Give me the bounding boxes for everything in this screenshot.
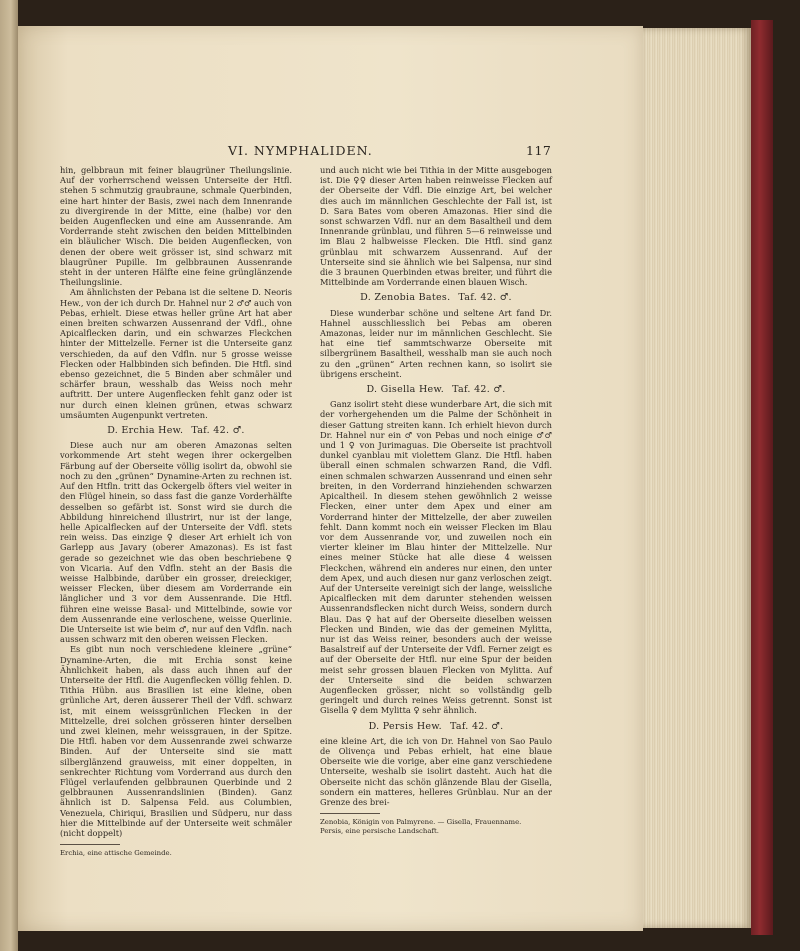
species-name: D. Gisella Hew. [366,384,445,396]
footnote: Zenobia, Königin von Palmyrene. — Gisella, Frauenname. [320,818,522,827]
previous-page-edge [0,0,18,951]
book-cover-edge [751,20,773,935]
plate-reference: Taf. 42. ♂. [449,720,504,732]
species-heading [320,385,552,395]
paragraph: hin, gelbbraun mit feiner blaugrüner Theilungslinie. Auf der vorherrschend weissen Unterseite der Htfl. stehen 5 schmutzig graubraune, schmale Querbinden, eine hart hinter der Basis, zwei nach dem Innenrande zu divergirende in der Mitte, eine (halbe) vor den beiden Augenflecken und eine am Aussenrande. Am Vorderrande steht zwischen den beiden Mittelbinden ein bläulicher Wisch. Die beiden Augenflecken, von denen der obere weit grösser ist, sind schwarz mit blaugrüner Pupille. Im gelbbraunen Aussenrande steht in der unteren Hälfte eine feine grünglänzende Theilungslinie. [60,165,292,288]
species-name: D. Erchia Hew. [107,425,184,437]
paragraph: Diese wunderbar schöne und seltene Art fand Dr. Hahnel ausschliesslich bei Pebas am oberen Amazonas, leider nur im männlichen Geschlecht. Sie hat eine tief sammtschwarze Oberseite mit silbergrünem Basaltheil, wesshalb man sie auch noch zu den „grünen“ Arten rechnen kann, so isolirt sie übrigens erscheint. [320,307,552,379]
right-column [320,165,552,835]
footnote: Persis, eine persische Landschaft. [320,826,439,835]
paragraph: Am ähnlichsten der Pebana ist die seltene D. Neoris Hew., von der ich durch Dr. Hahnel nur 2 ♂♂ auch von Pebas, erhielt. Diese etwas heller grüne Art hat aber einen breiten schwarzen Aussenrand der Vdfl., ohne Apicalflecken darin, und ein schwarzes Fleckchen hinter der Mittelzelle. Ferner ist die Unterseite ganz verschieden, da auf den Vdfln. nur 5 grosse weisse Flecken oder Halbbinden sich befinden. Die Htfl. sind ebenso gezeichnet, die 5 Binden aber schmäler und schärfer braun, wesshalb das Weiss noch mehr auftritt. Der untere Augenflecken fehlt ganz oder ist nur durch einen kleinen grünen, etwas schwarz umsäumten Augenpunkt vertreten. [60,287,292,420]
species-heading [60,426,292,436]
species-name: D. Persis Hew. [368,720,442,732]
paragraph: Ganz isolirt steht diese wunderbare Art, die sich mit der vorhergehenden um die Palme der Schönheit in dieser Gattung streiten kann. Ich erhielt hievon durch Dr. Hahnel nur ein ♂ von Pebas und noch einige ♂♂ und 1 ♀ von Jurimaguas. Die Oberseite ist prachtvoll dunkel cyanblau mit violettem Glanz. Die Htfl. haben überall einen schmalen schwarzen Rand, die Vdfl. einen schmalen schwarzen Aussenrand und einen sehr breiten, in den Vorderrand hinziehenden schwarzen Apicaltheil. In diesem stehen gewöhnlich 2 weisse Flecken, einer unter dem Apex und einer am Vorderrand hinter der Mittelzelle, der aber zuweilen fehlt. Dann kommt noch ein weisser Flecken im Blau vor dem Aussenrande vor, und zuweilen noch ein vierter kleiner im Blau hinter der Mittelzelle. Nur eines meiner Stücke hat alle diese 4 weissen Fleckchen, während ein anderes nur einen, den unter dem Apex, und auch diesen nur ganz verloschen zeigt. Auf der Unterseite vereinigt sich der lange, weissliche Apicalflecken mit dem darunter stehenden weissen Aussenrandsflecken nicht durch Weiss, sondern durch Blau. Das ♀ hat auf der Oberseite dieselben weissen Flecken und Binden, wie das der gemeinen Mylitta, nur ist das Weiss reiner, besonders auch der weisse Basalstreif auf der Unterseite der Vdfl. Ferner zeigt es auf der Oberseite der Htfl. nur eine Spur der beiden meist sehr grossen blauen Flecken von Mylitta. Auf der Unterseite sind die beiden schwarzen Augenflecken grösser, nicht so vollständig gelb geringelt und durch reines Weiss getrennt. Sonst ist Gisella ♀ dem Mylitta ♀ sehr ähnlich. [320,399,552,716]
plate-reference: Taf. 42. ♂. [191,425,245,437]
plate-reference: Taf. 42. ♂. [452,384,506,396]
footnote-rule [60,844,120,845]
paragraph: und auch nicht wie bei Tithia in der Mitte ausgebogen ist. Die ♀♀ dieser Arten haben reinweisse Flecken auf der Oberseite der Vdfl. Die einzige Art, bei welcher dies auch im männlichen Geschlechte der Fall ist, ist D. Sara Bates vom oberen Amazonas. Hier sind die sonst schwarzen Vdfl. nur an dem Basaltheil und dem Innenrande grünblau, und führen 5—6 reinweisse und im Blau 2 halbweisse Flecken. Die Htfl. sind ganz grünblau mit schwarzem Aussenrand. Auf der Unterseite sind sie ähnlich wie bei Salpensa, nur sind die 3 braunen Querbinden etwas breiter, und führt die Mittelbinde am Vorderrande einen blauen Wisch. [320,165,552,288]
plate-reference: Taf. 42. ♂. [458,292,512,304]
footnote-rule [320,813,380,814]
paragraph: Diese auch nur am oberen Amazonas selten vorkommende Art steht wegen ihrer ockergelben Färbung auf der Oberseite völlig isolirt da, obwohl sie noch zu den „grünen“ Dynamine-Arten zu rechnen ist. Auf den Htfln. tritt das Ockergelb öfters viel weiter in den Flügel hinein, so dass fast die ganze Vorderhälfte desselben so gefärbt ist. Sonst wird sie durch die Abbildung hinreichend illustrirt, nur ist der lange, helle Apicalflecken auf der Unterseite der Vdfl. stets rein weiss. Das einzige ♀ dieser Art erhielt ich von Garlepp aus Javary (oberer Amazonas). Es ist fast gerade so gezeichnet wie das oben beschriebene ♀ von Vicaria. Auf den Vdfln. steht an der Basis die weisse Halbbinde, darüber ein grosser, dreieckiger, weisser Flecken, über diesem am Vorderrande ein länglicher und 3 vor dem Aussenrande. Die Htfl. führen eine weisse Basal- und Mittelbinde, sowie vor dem Aussenrande eine verloschene, weisse Querlinie. Die Unterseite ist wie beim ♂, nur auf den Vdfln. nach aussen schwarz mit den oberen weissen Flecken. [60,440,292,645]
running-title: VI. NYMPHALIDEN. [228,143,373,158]
species-name: D. Zenobia Bates. [360,292,451,304]
page-number: 117 [526,143,552,158]
left-column [60,165,292,858]
page-header [18,143,643,163]
species-heading [320,722,552,732]
footnote: Erchia, eine attische Gemeinde. [60,849,172,858]
species-heading [320,293,552,303]
book-page [18,26,643,931]
paragraph: eine kleine Art, die ich von Dr. Hahnel von Sao Paulo de Olivença und Pebas erhielt, hat eine blaue Oberseite wie die vorige, aber eine ganz verschiedene Unterseite, weshalb sie isolirt dasteht. Auch hat die Oberseite nicht das schön glänzende Blau der Gisella, sondern ein matteres, helleres Grünblau. Nur an der Grenze des brei- [320,735,552,807]
paragraph: Es gibt nun noch verschiedene kleinere „grüne“ Dynamine-Arten, die mit Erchia sonst keine Ähnlichkeit haben, als dass auch ihnen auf der Unterseite der Htfl. die Augenflecken völlig fehlen. D. Tithia Hübn. aus Brasilien ist eine kleine, oben grünliche Art, deren äusserer Theil der Vdfl. schwarz ist, mit einem weissgrünlichen Flecken in der Mittelzelle, drei solchen grösseren hinter derselben und zwei kleinen, mehr weissgrauen, in der Spitze. Die Htfl. haben vor dem Aussenrande zwei schwarze Binden. Auf der Unterseite sind sie matt silberglänzend grauweiss, mit einer doppelten, in senkrechter Richtung vom Vorderrand aus durch den Flügel verlaufenden gelbbraunen Querbinde und 2 gelbbraunen Aussenrandslinien (Binden). Ganz ähnlich ist D. Salpensa Feld. aus Columbien, Venezuela, Chiriqui, Brasilien und Südperu, nur dass hier die Mittelbinde auf der Unterseite weit schmäler (nicht doppelt) [60,644,292,838]
page-block-edges [643,28,751,928]
